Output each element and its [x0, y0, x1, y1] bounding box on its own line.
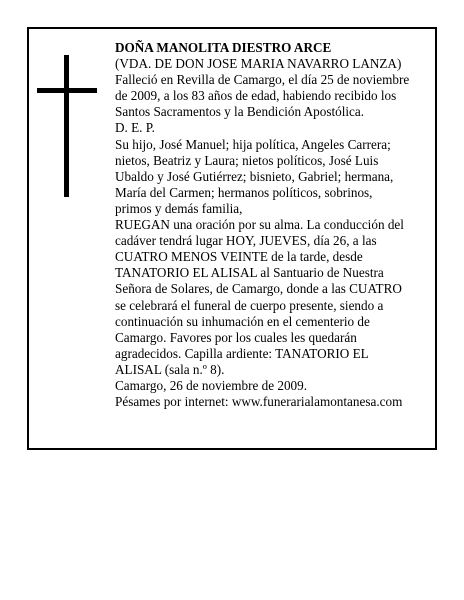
body-line: ALISAL (sala n.º 8).	[115, 361, 225, 377]
obituary-text	[115, 40, 427, 410]
body-line: nietos, Beatriz y Laura; nietos políticos, José Luis	[115, 152, 379, 168]
deceased-name: DOÑA MANOLITA DIESTRO ARCE	[115, 40, 332, 55]
body-line: Santos Sacramentos y la Bendición Apostólica.	[115, 104, 365, 120]
body-line: Camargo. Favores por los cuales les quedarán	[115, 329, 357, 345]
body-line: Su hijo, José Manuel; hija política, Angeles Carrera;	[115, 136, 391, 152]
body-line: TANATORIO EL ALISAL al Santuario de Nuestra	[115, 265, 384, 281]
body-line: María del Carmen; hermanos políticos, sobrinos,	[115, 184, 373, 200]
cross-horizontal-bar	[37, 88, 97, 93]
date-line: Camargo, 26 de noviembre de 2009.	[115, 377, 308, 393]
body-line: continuación su inhumación en el cementerio de	[115, 313, 370, 329]
condolences-line: Pésames por internet: www.funerarialamontanesa.com	[115, 394, 403, 410]
body-line: Señora de Solares, de Camargo, donde a las CUATRO	[115, 281, 402, 297]
cross-vertical-bar	[64, 55, 69, 197]
rip-line: D. E. P.	[115, 120, 155, 136]
body-line: primos y demás familia,	[115, 200, 243, 216]
body-line: CUATRO MENOS VEINTE de la tarde, desde	[115, 249, 363, 265]
body-line: cadáver tendrá lugar HOY, JUEVES, día 26, a las	[115, 233, 377, 249]
body-line: Falleció en Revilla de Camargo, el día 25 de noviembre	[115, 72, 410, 88]
body-line: agradecidos. Capilla ardiente: TANATORIO EL	[115, 345, 369, 361]
body-line: RUEGAN una oración por su alma. La conducción del	[115, 217, 404, 233]
body-line: se celebrará el funeral de cuerpo presente, siendo a	[115, 297, 384, 313]
widow-line: (VDA. DE DON JOSE MARIA NAVARRO LANZA)	[115, 56, 402, 72]
body-line: de 2009, a los 83 años de edad, habiendo recibido los	[115, 88, 397, 104]
body-line: Ubaldo y José Gutiérrez; bisnieto, Gabriel; hermana,	[115, 168, 394, 184]
